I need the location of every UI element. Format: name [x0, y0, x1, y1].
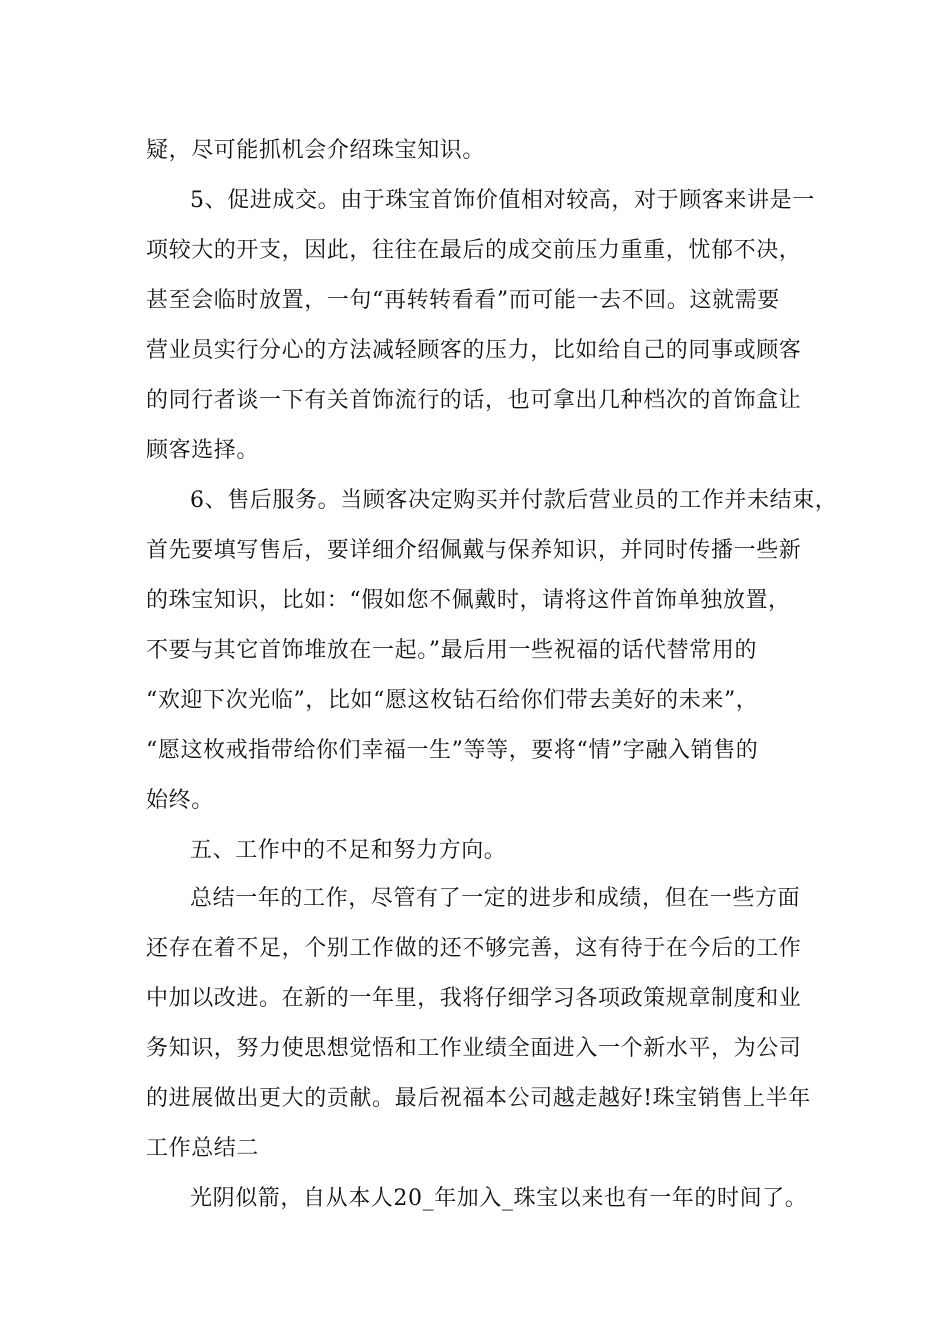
text-line: 5、促进成交。由于珠宝首饰价值相对较高，对于顾客来讲是一 [190, 188, 815, 213]
text-line: 甚至会临时放置，一句“再转转看看”而可能一去不回。这就需要 [146, 288, 780, 313]
section-heading: 五、工作中的不足和努力方向。 [190, 838, 507, 863]
text-line: 总结一年的工作，尽管有了一定的进步和成绩，但在一些方面 [190, 886, 801, 911]
text-line: 疑，尽可能抓机会介绍珠宝知识。 [146, 138, 486, 163]
text-line: 的同行者谈一下有关首饰流行的话，也可拿出几种档次的首饰盒让 [146, 388, 802, 413]
text-line: 中加以改进。在新的一年里，我将仔细学习各项政策规章制度和业 [146, 986, 802, 1011]
text-line: 首先要填写售后，要详细介绍佩戴与保养知识，并同时传播一些新 [146, 538, 802, 563]
text-line: “愿这枚戒指带给你们幸福一生”等等，要将“情”字融入销售的 [146, 738, 759, 763]
text-line: 始终。 [146, 788, 214, 813]
text-line: 的进展做出更大的贡献。最后祝福本公司越走越好!珠宝销售上半年 [146, 1086, 811, 1111]
text-line: 顾客选择。 [146, 438, 260, 463]
text-line: 务知识，努力使思想觉悟和工作业绩全面进入一个新水平，为公司 [146, 1036, 802, 1061]
text-line: 的珠宝知识，比如：“假如您不佩戴时，请将这件首饰单独放置， [146, 588, 791, 613]
text-line: 营业员实行分心的方法减轻顾客的压力，比如给自己的同事或顾客 [146, 338, 802, 363]
text-line: 工作总结二 [146, 1136, 260, 1161]
text-line: 6、售后服务。当顾客决定购买并付款后营业员的工作并未结束， [190, 488, 838, 513]
text-line: 光阴似箭，自从本人20_年加入_珠宝以来也有一年的时间了。 [190, 1186, 808, 1211]
text-line: “欢迎下次光临”，比如“愿这枚钻石给你们带去美好的未来”， [146, 688, 759, 713]
text-line: 不要与其它首饰堆放在一起。”最后用一些祝福的话代替常用的 [146, 638, 758, 663]
text-line: 还存在着不足，个别工作做的还不够完善，这有待于在今后的工作 [146, 936, 802, 961]
text-line: 项较大的开支，因此，往往在最后的成交前压力重重，忧郁不决， [146, 238, 802, 263]
